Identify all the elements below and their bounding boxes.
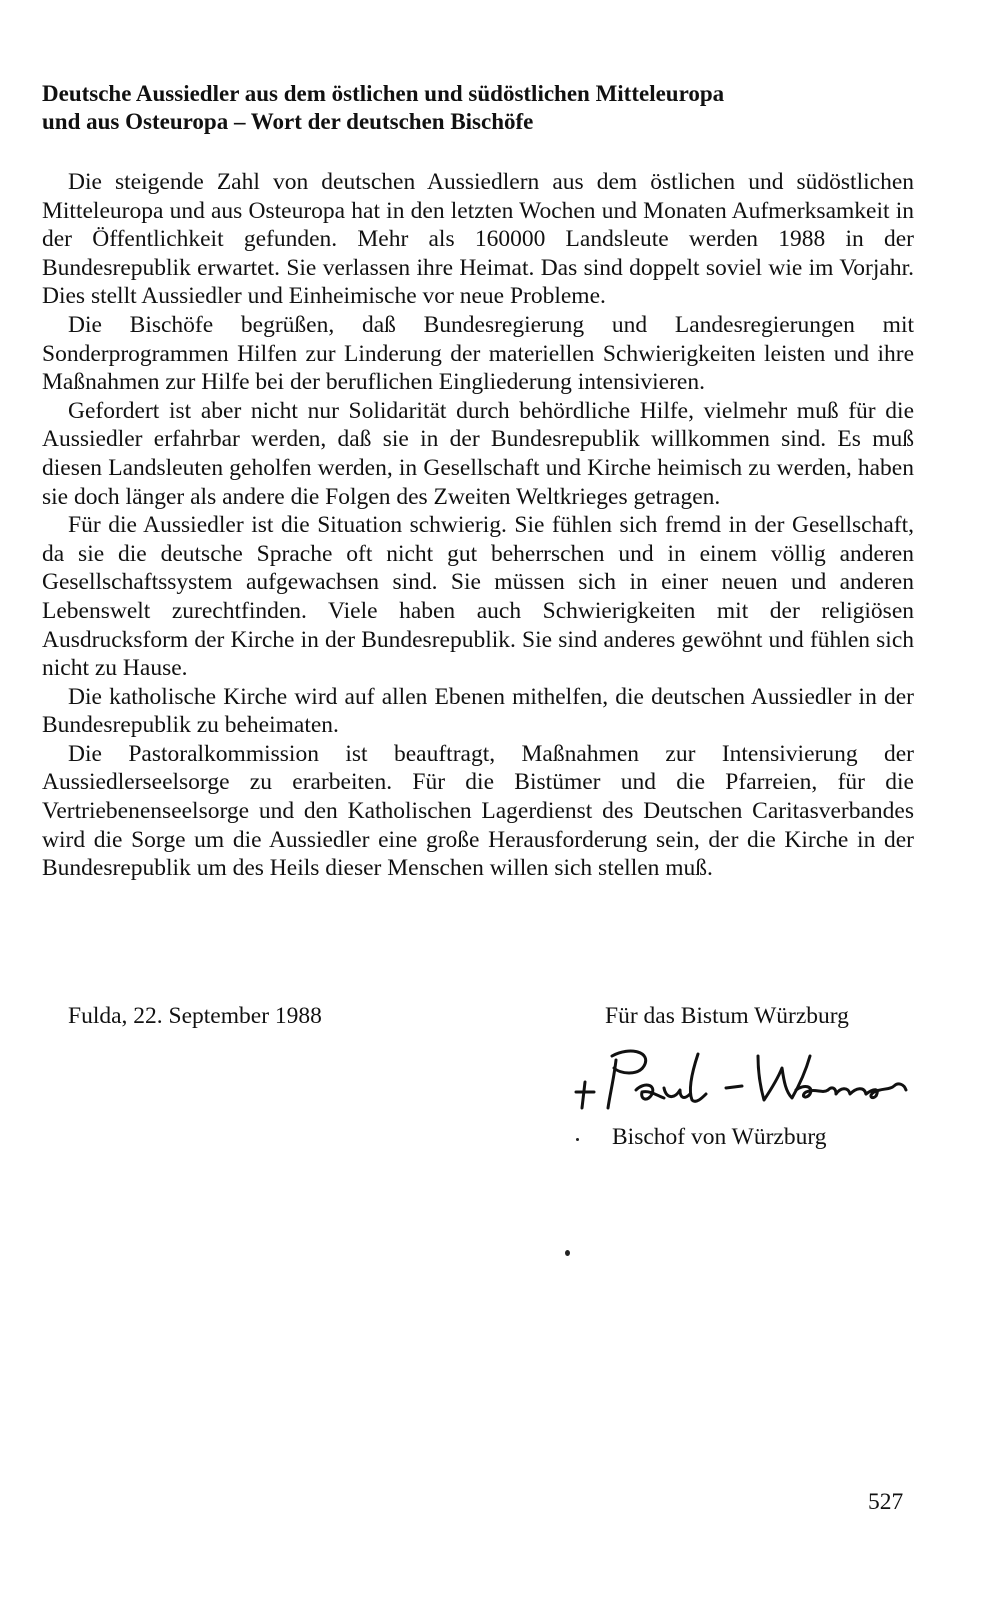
document-title — [42, 80, 942, 136]
scan-speck — [565, 1250, 570, 1256]
paragraph: Für die Aussiedler ist die Situation schwierig. Sie fühlen sich fremd in der Gesellschaft, da sie die deutsche Sprache oft nicht gut beherrschen und in einem völlig anderen Gesellschaftssystem aufgewachsen sind. Sie müssen sich in einer neuen und anderen Lebenswelt zurechtfinden. Viele haben auch Schwierigkeiten mit der religiösen Ausdrucksform der Kirche in der Bundesrepublik. Sie sind anderes gewöhnt und fühlen sich nicht zu Hause. — [42, 512, 914, 682]
paragraph: Die katholische Kirche wird auf allen Ebenen mithelfen, die deutschen Aussiedler in der Bundesrepublik zu beheimaten. — [42, 683, 914, 739]
stray-mark — [576, 1138, 579, 1141]
title-line-2: und aus Osteuropa – Wort der deutschen Bischöfe — [42, 109, 534, 134]
document-body — [42, 168, 914, 883]
signer-title: Bischof von Würzburg — [612, 1124, 827, 1150]
title-line-1: Deutsche Aussiedler aus dem östlichen und südöstlichen Mitteleuropa — [42, 81, 725, 106]
diocese-line: Für das Bistum Würzburg — [605, 1003, 849, 1029]
place-date: Fulda, 22. September 1988 — [68, 1003, 322, 1029]
paragraph: Die Pastoralkommission ist beauftragt, Maßnahmen zur Intensivierung der Aussiedlerseelsorge zu erarbeiten. Für die Bistümer und die Pfarreien, für die Vertriebenenseelsorge und den Katholischen Lagerdienst des Deutschen Caritasverbandes wird die Sorge um die Aussiedler eine große Herausforderung sein, der die Kirche in der Bundesrepublik um des Heils dieser Menschen willen sich stellen muß. — [42, 740, 914, 882]
paragraph: Gefordert ist aber nicht nur Solidarität durch behördliche Hilfe, vielmehr muß für die Aussiedler erfahrbar werden, daß sie in der Bundesrepublik willkommen sind. Es muß diesen Landsleuten geholfen werden, in Gesellschaft und Kirche heimisch zu werden, haben sie doch länger als andere die Folgen des Zweiten Weltkrieges getragen. — [42, 397, 914, 510]
paragraph: Die steigende Zahl von deutschen Aussiedlern aus dem östlichen und südöstlichen Mitteleuropa und aus Osteuropa hat in den letzten Wochen und Monaten Aufmerksamkeit in der Öffentlichkeit gefunden. Mehr als 160000 Landsleute werden 1988 in der Bundesrepublik erwartet. Sie verlassen ihre Heimat. Das sind doppelt soviel wie im Vorjahr. Dies stellt Aussiedler und Einheimische vor neue Probleme. — [42, 169, 914, 310]
page-number: 527 — [868, 1489, 904, 1515]
paragraph: Die Bischöfe begrüßen, daß Bundesregierung und Landesregierungen mit Sonderprogrammen Hilfen zur Linderung der materiellen Schwierigkeiten leisten und ihre Maßnahmen zur Hilfe bei der beruflichen Eingliederung intensivieren. — [42, 311, 914, 396]
handwritten-signature — [560, 1038, 920, 1118]
